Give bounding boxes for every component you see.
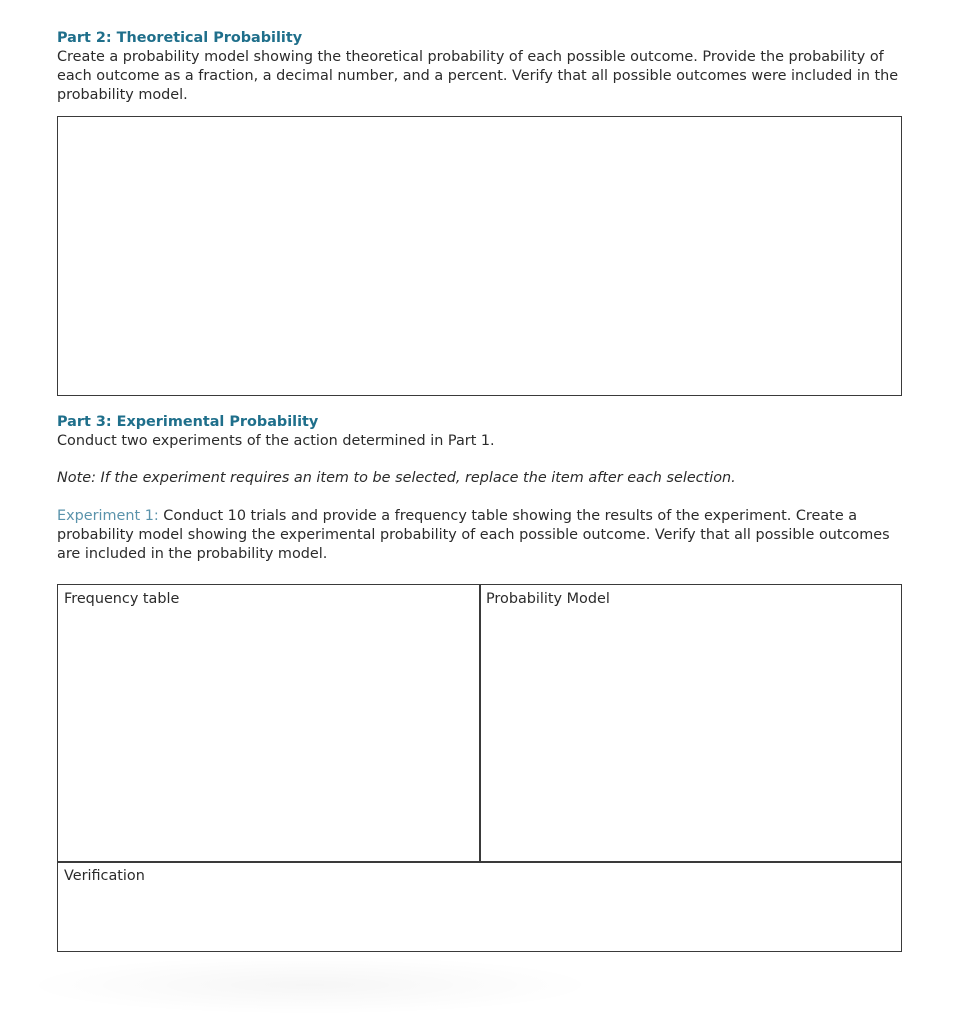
- frequency-table-label: Frequency table: [64, 591, 180, 607]
- frequency-table-cell[interactable]: [58, 585, 479, 861]
- experiment1-text: Conduct 10 trials and provide a frequency table showing the results of the experiment. Create a probability model showing the experimental probability of each possible outcome. Verify that all possible outcomes are included in the probability model.: [57, 508, 890, 562]
- verification-label: Verification: [64, 868, 145, 884]
- part3-note: Note: If the experiment requires an item to be selected, replace the item after each selection.: [57, 470, 736, 486]
- probability-model-label: Probability Model: [486, 591, 610, 607]
- theoretical-probability-answer-box[interactable]: [57, 116, 902, 396]
- part2-instructions: Create a probability model showing the theoretical probability of each possible outcome. Provide the probability of each outcome as a fraction, a decimal number, and a percent. Verify that all possible outcomes were included in the probability model.: [57, 49, 899, 103]
- part3-heading: Part 3: Experimental Probability: [57, 414, 319, 430]
- experiment1-table: [57, 584, 902, 952]
- experiment1-label: Experiment 1:: [57, 508, 159, 524]
- part3-instructions: Conduct two experiments of the action determined in Part 1.: [57, 433, 495, 449]
- probability-model-cell[interactable]: [480, 585, 901, 861]
- page-shadow: [20, 955, 600, 1015]
- part2-heading: Part 2: Theoretical Probability: [57, 30, 303, 46]
- experiment1-instructions: [57, 507, 917, 564]
- verification-cell[interactable]: [58, 862, 901, 950]
